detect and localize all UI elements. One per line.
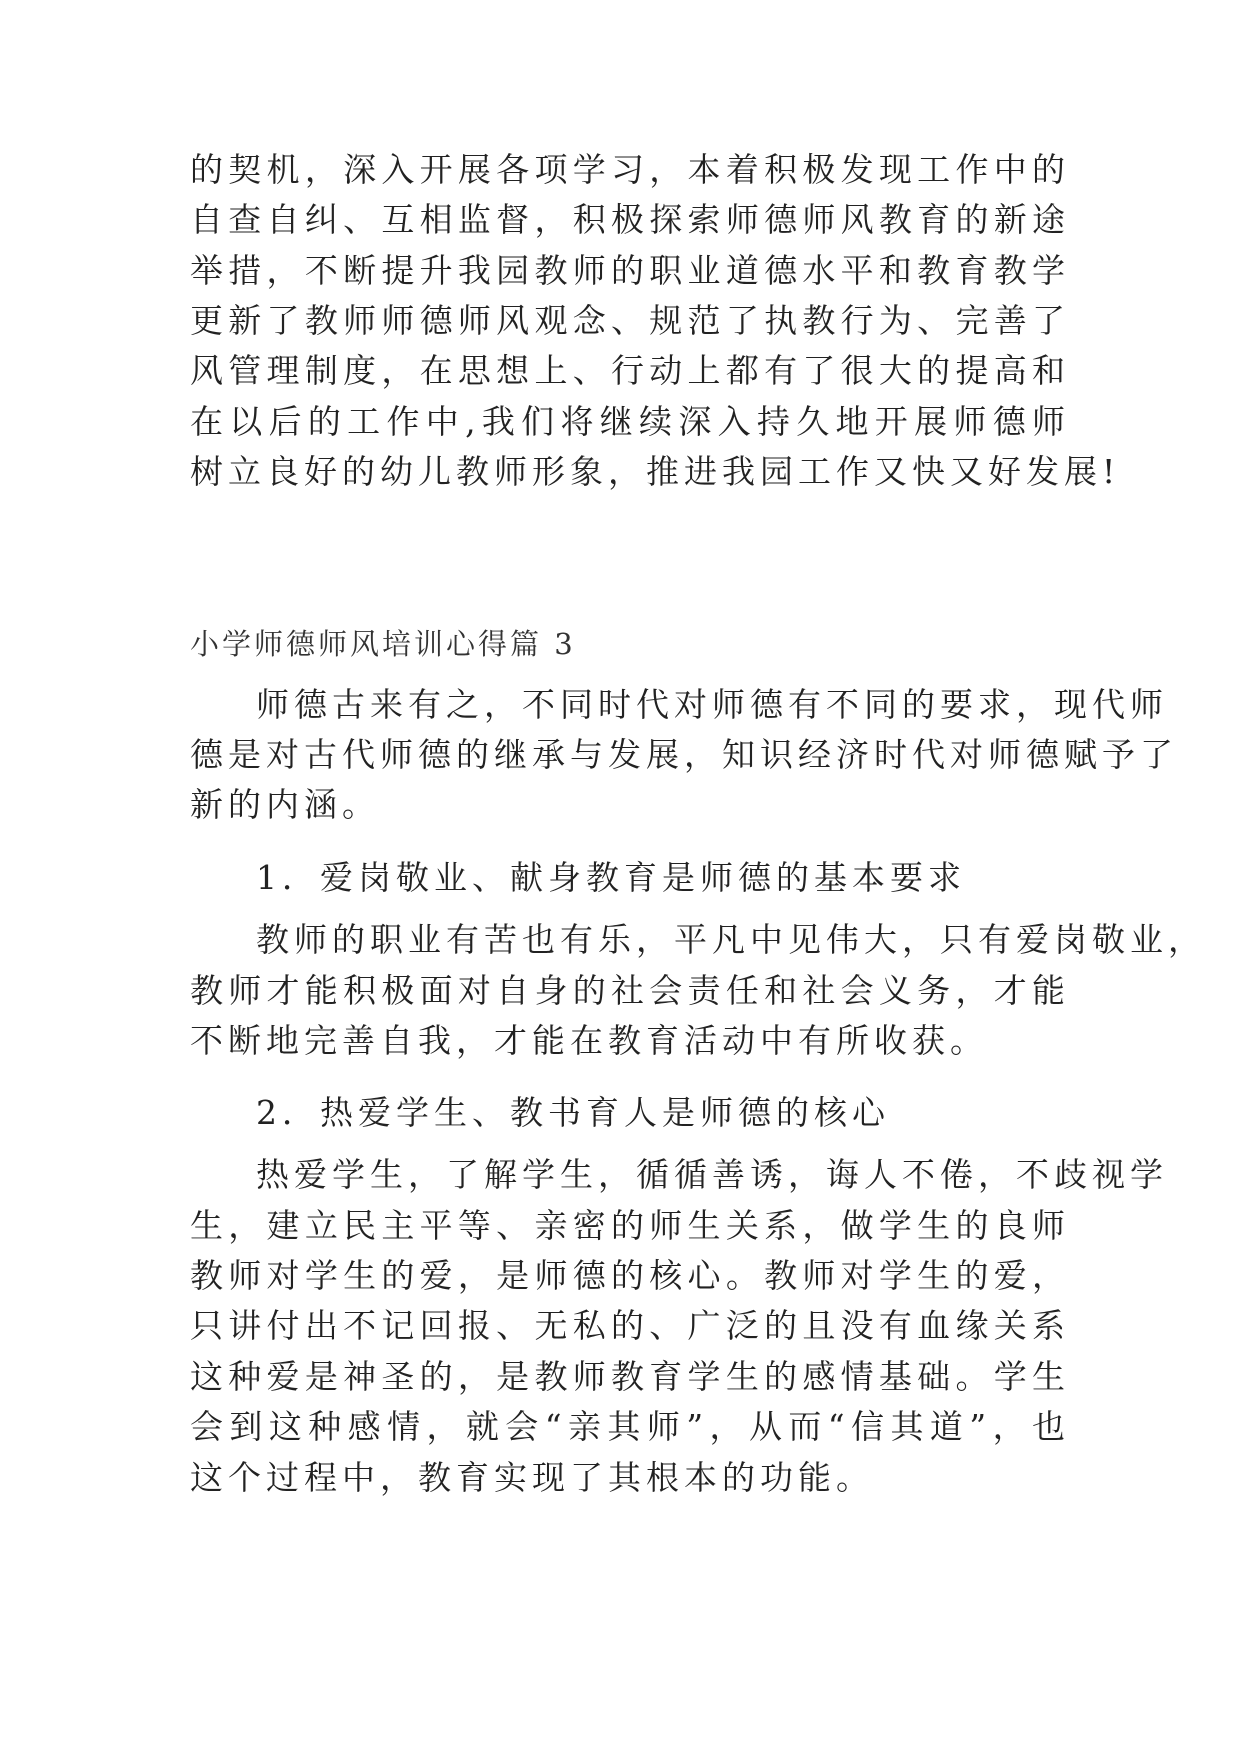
paragraph-line: 教师对学生的爱，是师德的核心。教师对学生的爱， (190, 1256, 1070, 1295)
paragraph-line: 不断地完善自我，才能在教育活动中有所收获。 (190, 1021, 988, 1060)
paragraph-line: 热爱学生，了解学生，循循善诱，诲人不倦，不歧视学 (256, 1155, 1168, 1194)
paragraph-line: 生，建立民主平等、亲密的师生关系，做学生的良师 (190, 1206, 1070, 1245)
paragraph-line: 风管理制度，在思想上、行动上都有了很大的提高和 (190, 351, 1070, 390)
paragraph-line: 树立良好的幼儿教师形象，推进我园工作又快又好发展! (190, 452, 1121, 491)
paragraph-line: 这个过程中，教育实现了其根本的功能。 (190, 1458, 874, 1497)
paragraph-line: 在以后的工作中,我们将继续深入持久地开展师德师 (190, 402, 1070, 441)
paragraph-line: 举措，不断提升我园教师的职业道德水平和教育教学 (190, 251, 1070, 290)
paragraph-line: 自查自纠、互相监督，积极探索师德师风教育的新途 (190, 200, 1070, 239)
paragraph-line: 师德古来有之，不同时代对师德有不同的要求，现代师 (256, 685, 1168, 724)
paragraph-line: 新的内涵。 (190, 785, 380, 824)
paragraph-line: 只讲付出不记回报、无私的、广泛的且没有血缘关系 (190, 1306, 1070, 1345)
paragraph-line: 的契机，深入开展各项学习，本着积极发现工作中的 (190, 150, 1070, 189)
paragraph-line: 教师的职业有苦也有乐，平凡中见伟大，只有爱岗敬业， (256, 920, 1206, 959)
section-title: 小学师德师风培训心得篇 3 (190, 627, 576, 661)
paragraph-line: 会到这种感情，就会“亲其师”，从而“信其道”，也 (190, 1407, 1070, 1446)
point-1-title: 1．爱岗敬业、献身教育是师德的基本要求 (256, 858, 966, 897)
paragraph-line: 德是对古代师德的继承与发展，知识经济时代对师德赋予了 (190, 735, 1178, 774)
paragraph-line: 更新了教师师德师风观念、规范了执教行为、完善了 (190, 301, 1070, 340)
paragraph-line: 教师才能积极面对自身的社会责任和社会义务，才能 (190, 971, 1070, 1010)
point-2-title: 2．热爱学生、教书育人是师德的核心 (256, 1093, 890, 1132)
paragraph-line: 这种爱是神圣的，是教师教育学生的感情基础。学生 (190, 1357, 1070, 1396)
